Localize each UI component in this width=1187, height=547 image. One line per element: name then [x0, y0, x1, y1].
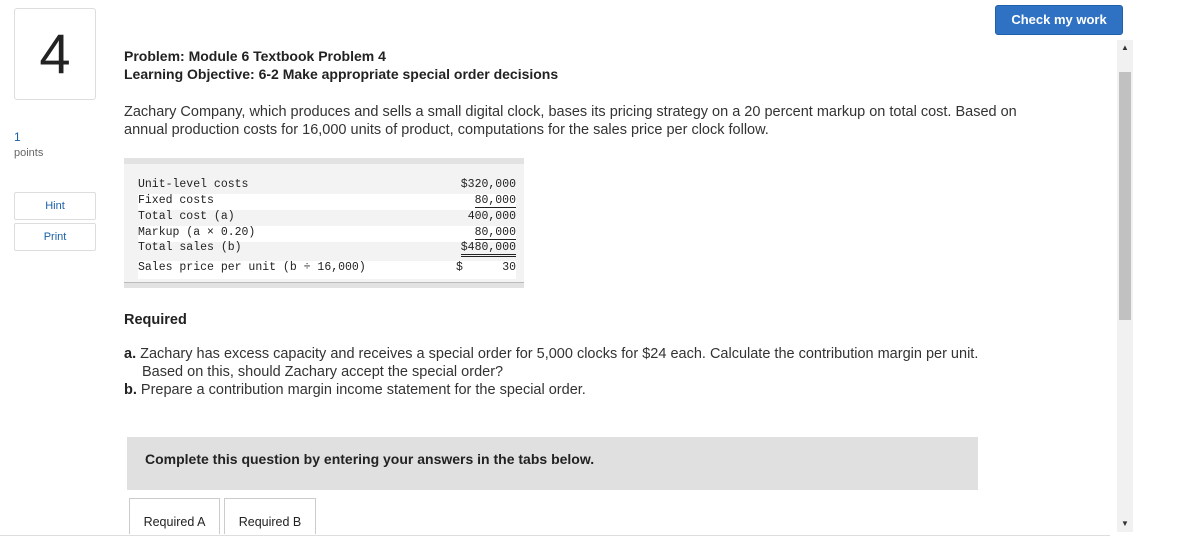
cost-label: Total cost (a) — [138, 210, 235, 223]
required-a-marker: a. — [124, 346, 137, 362]
cost-label: Sales price per unit (b ÷ 16,000) — [138, 261, 366, 274]
cost-value: 80,000 — [474, 226, 516, 239]
check-my-work-button[interactable]: Check my work — [995, 5, 1123, 35]
scroll-thumb[interactable] — [1119, 72, 1131, 320]
cost-label: Markup (a × 0.20) — [138, 226, 256, 239]
divider — [0, 535, 1110, 536]
scroll-up-arrow-icon[interactable]: ▲ — [1121, 43, 1129, 52]
hint-button[interactable]: Hint — [14, 192, 96, 220]
cost-table — [124, 158, 524, 288]
cost-value: 30 — [502, 261, 516, 274]
required-b-marker: b. — [124, 382, 137, 398]
cost-value: 400,000 — [467, 210, 516, 223]
required-b-text: Prepare a contribution margin income statement for the special order. — [140, 382, 586, 398]
cost-row — [138, 178, 516, 194]
cost-label: Fixed costs — [138, 194, 214, 207]
question-number: 4 — [39, 22, 71, 85]
required-a-text: Zachary has excess capacity and receives a special order for 5,000 clocks for $24 each. Calculate the contribution margin per unit. — [140, 346, 979, 362]
points-value: 1 — [14, 130, 21, 144]
instructions-banner: Complete this question by entering your answers in the tabs below. — [127, 437, 978, 490]
cost-label: Unit-level costs — [138, 178, 249, 191]
scroll-down-arrow-icon[interactable]: ▼ — [1121, 519, 1129, 528]
cost-row — [138, 194, 516, 210]
learning-objective: Learning Objective: 6-2 Make appropriate special order decisions — [124, 66, 559, 82]
table-bottom-bar — [124, 282, 524, 288]
problem-intro: Zachary Company, which produces and sells a small digital clock, bases its pricing strategy on a 20 percent markup on total cost. Based on annual production costs for 16,000 units of product, computations for the sales price per clock follow. — [124, 104, 1017, 138]
required-item-a — [124, 345, 1084, 363]
scrollbar[interactable] — [1117, 40, 1133, 532]
tab-required-a[interactable]: Required A — [129, 498, 220, 534]
required-heading: Required — [124, 312, 187, 328]
problem-title: Problem: Module 6 Textbook Problem 4 — [124, 48, 386, 64]
print-button[interactable]: Print — [14, 223, 96, 251]
question-number-box — [14, 8, 96, 100]
cost-value: $480,000 — [461, 241, 516, 257]
cost-label: Total sales (b) — [138, 241, 242, 254]
cost-row — [138, 261, 516, 279]
tab-required-b[interactable]: Required B — [224, 498, 316, 534]
cost-value: $320,000 — [460, 178, 516, 191]
required-a-text-continued: Based on this, should Zachary accept the special order? — [142, 364, 504, 380]
required-list — [124, 345, 1084, 399]
cost-value: 80,000 — [474, 194, 516, 207]
required-item-b — [124, 381, 1084, 399]
points-label: points — [14, 147, 44, 159]
cost-row — [138, 210, 516, 226]
cost-row — [138, 241, 516, 257]
cost-row — [138, 226, 516, 242]
dollar-sign: $ — [456, 261, 463, 274]
